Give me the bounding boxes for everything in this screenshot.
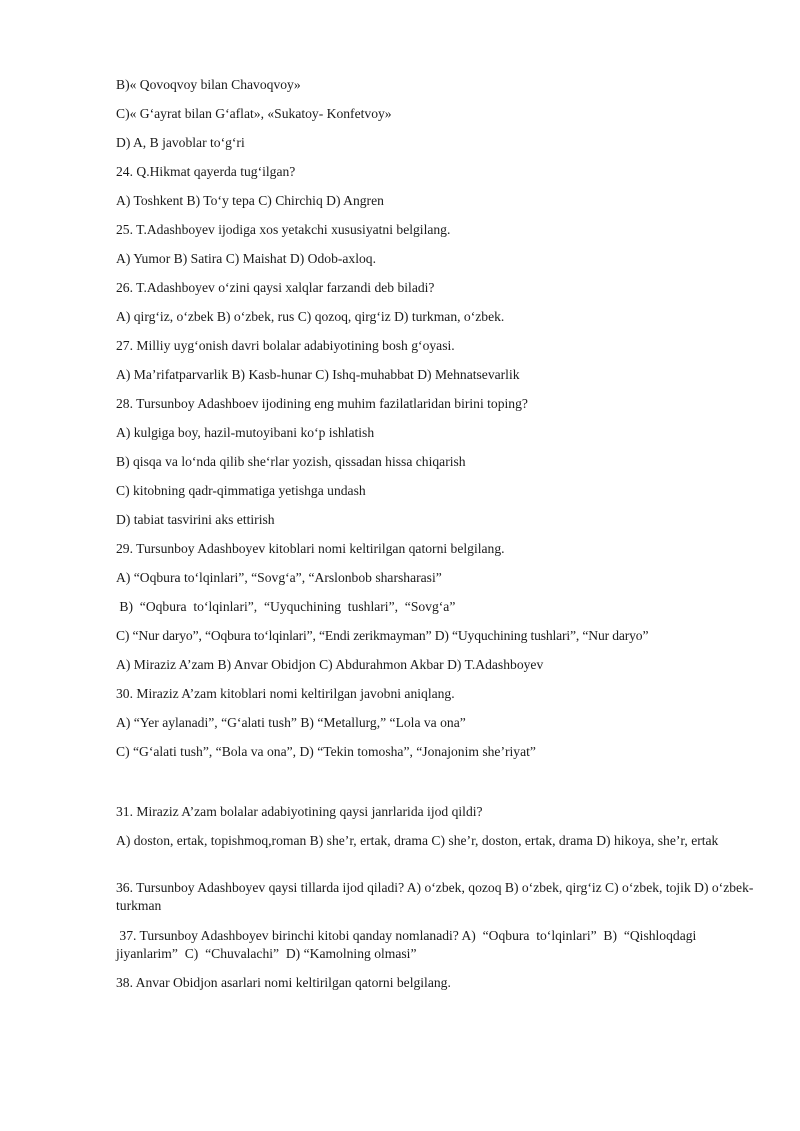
- question-29: 29. Tursunboy Adashboyev kitoblari nomi keltirilgan qatorni belgilang.: [116, 541, 505, 556]
- answer-option-29b: B) “Oqbura to‘lqinlari”, “Uyquchining tushlari”, “Sovg‘a”: [116, 599, 456, 614]
- answer-option-line: C)« G‘ayrat bilan G‘aflat», «Sukatoy- Konfetvoy»: [116, 106, 392, 121]
- question-26: 26. T.Adashboyev o‘zini qaysi xalqlar farzandi deb biladi?: [116, 280, 435, 295]
- answer-option-28a: A) kulgiga boy, hazil-mutoyibani ko‘p ishlatish: [116, 425, 375, 440]
- question-27: 27. Milliy uyg‘onish davri bolalar adabiyotining bosh g‘oyasi.: [116, 338, 455, 353]
- question-38: 38. Anvar Obidjon asarlari nomi keltirilgan qatorni belgilang.: [116, 975, 451, 990]
- question-31: 31. Miraziz A’zam bolalar adabiyotining qaysi janrlarida ijod qildi?: [116, 804, 483, 819]
- answer-options-26: A) qirg‘iz, o‘zbek B) o‘zbek, rus C) qozoq, qirg‘iz D) turkman, o‘zbek.: [116, 309, 505, 324]
- answer-options-30ab: A) “Yer aylanadi”, “G‘alati tush” B) “Metallurg,” “Lola va ona”: [116, 715, 466, 730]
- answer-options-24: A) Toshkent B) To‘y tepa C) Chirchiq D) Angren: [116, 193, 384, 208]
- question-25: 25. T.Adashboyev ijodiga xos yetakchi xususiyatni belgilang.: [116, 222, 451, 237]
- answer-options-31: A) doston, ertak, topishmoq,roman B) she’r, ertak, drama C) she’r, doston, ertak, drama D) hikoya, she’r, ertak: [116, 833, 719, 848]
- answer-option-29a: A) “Oqbura to‘lqinlari”, “Sovg‘a”, “Arslonbob sharsharasi”: [116, 570, 442, 585]
- question-30: 30. Miraziz A’zam kitoblari nomi keltirilgan javobni aniqlang.: [116, 686, 455, 701]
- answer-option-28b: B) qisqa va lo‘nda qilib she‘rlar yozish, qissadan hissa chiqarish: [116, 454, 466, 469]
- question-37: 37. Tursunboy Adashboyev birinchi kitobi qanday nomlanadi? A) “Oqbura to‘lqinlari” B) “Qishloqdagi jiyanlarim” C) “Chuvalachi” D) “Kamolning olmasi”: [116, 928, 704, 961]
- answer-options-30cd: C) “G‘alati tush”, “Bola va ona”, D) “Tekin tomosha”, “Jonajonim she’riyat”: [116, 744, 536, 759]
- question-28: 28. Tursunboy Adashboev ijodining eng muhim fazilatlaridan birini toping?: [116, 396, 528, 411]
- answer-options-27: A) Ma’rifatparvarlik B) Kasb-hunar C) Ishq-muhabbat D) Mehnatsevarlik: [116, 367, 520, 382]
- answer-option-line: B)« Qovoqvoy bilan Chavoqvoy»: [116, 77, 301, 92]
- answer-option-28d: D) tabiat tasvirini aks ettirish: [116, 512, 275, 527]
- answer-option-28c: C) kitobning qadr-qimmatiga yetishga undash: [116, 483, 366, 498]
- answer-options-25: A) Yumor B) Satira C) Maishat D) Odob-axloq.: [116, 251, 376, 266]
- answer-option-line: D) A, B javoblar to‘g‘ri: [116, 135, 245, 150]
- question-24: 24. Q.Hikmat qayerda tug‘ilgan?: [116, 164, 296, 179]
- question-36: 36. Tursunboy Adashboyev qaysi tillarda ijod qiladi? A) o‘zbek, qozoq B) o‘zbek, qirg‘iz C) o‘zbek, tojik D) o‘zbek-turkman: [116, 880, 754, 913]
- answer-options-extra: A) Miraziz A’zam B) Anvar Obidjon C) Abdurahmon Akbar D) T.Adashboyev: [116, 657, 544, 672]
- answer-options-29cd: C) “Nur daryo”, “Oqbura to‘lqinlari”, “Endi zerikmayman” D) “Uyquchining tushlari”, “Nur daryo”: [116, 628, 649, 643]
